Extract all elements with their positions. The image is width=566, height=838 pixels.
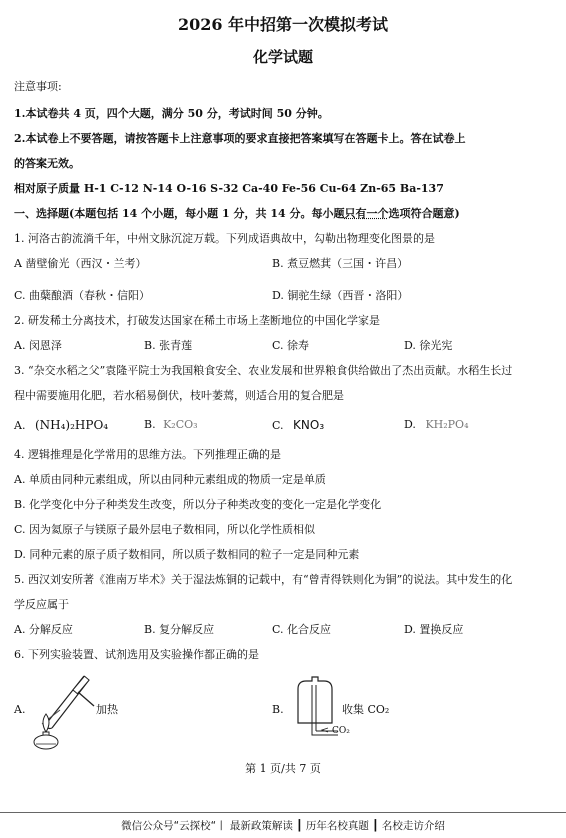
section-1-heading — [14, 207, 460, 221]
page-number: 第 1 页/共 7 页 — [245, 762, 321, 775]
co2-inlet-label: CO₂ — [332, 726, 350, 736]
note-item-2: 2.本试卷上不要答题，请按答题卡上注意事项的要求直接把答案填写在答题卡上。答在试卷上 — [14, 132, 466, 145]
question-6-option-a-caption: 加热 — [96, 703, 118, 716]
question-4-stem: 4. 逻辑推理是化学常用的思维方法。下列推理正确的是 — [14, 448, 281, 461]
question-4-option-a: A. 单质由同种元素组成，所以由同种元素组成的物质一定是单质 — [14, 473, 326, 486]
question-2-option-d: D. 徐光宪 — [404, 339, 453, 352]
question-6-option-a-label: A. — [14, 703, 26, 716]
option-label: D. — [404, 418, 416, 431]
formula-kno3: KNO₃ — [293, 418, 325, 432]
question-3-stem-cont: 程中需要施用化肥，若水稻易倒伏，枝叶萎蔫，则适合用的复合肥是 — [14, 389, 344, 402]
note-item-1: 1.本试卷共 4 页，四个大题，满分 50 分，考试时间 50 分钟。 — [14, 107, 329, 120]
gas-bottle-icon — [298, 677, 332, 723]
alcohol-lamp-icon — [34, 732, 58, 749]
question-5-option-a: A. 分解反应 — [14, 623, 73, 636]
question-4-option-d: D. 同种元素的原子质子数相同，所以质子数相同的粒子一定是同种元素 — [14, 548, 360, 561]
question-3-option-b — [144, 418, 198, 432]
question-6-stem: 6. 下列实验装置、试剂选用及实验操作都正确的是 — [14, 648, 259, 661]
question-2-option-b: B. 张青莲 — [144, 339, 193, 352]
emphasis-text: 只有一个 — [344, 207, 389, 220]
question-4-option-c: C. 因为氦原子与镁原子最外层电子数相同，所以化学性质相似 — [14, 523, 316, 536]
heating-apparatus-figure — [26, 670, 96, 750]
question-3-option-d — [404, 418, 469, 432]
option-label: B. — [144, 418, 156, 431]
question-5-option-d: D. 置换反应 — [404, 623, 464, 636]
exam-subtitle: 化学试题 — [252, 48, 313, 66]
question-2-option-c: C. 徐寿 — [272, 339, 310, 352]
formula-k2co3: K₂CO₃ — [163, 418, 198, 431]
question-4-option-b: B. 化学变化中分子种类发生改变，所以分子种类改变的变化一定是化学变化 — [14, 498, 382, 511]
question-2-stem: 2. 研发稀土分离技术，打破发达国家在稀土市场上垄断地位的中国化学家是 — [14, 314, 380, 327]
question-2-option-a: A. 闵恩泽 — [14, 339, 62, 352]
question-5-option-c: C. 化合反应 — [272, 623, 332, 636]
question-3-option-c — [272, 418, 324, 433]
question-6-option-b-caption: 收集 CO₂ — [342, 703, 390, 716]
question-1-option-d: D. 铜驼生绿（西晋・洛阳） — [272, 289, 409, 302]
option-label: C. — [272, 419, 284, 432]
question-1-option-b: B. 煮豆燃萁（三国・许昌） — [272, 257, 409, 270]
formula-nh4-2-hpo4: (NH₄)₂HPO₄ — [34, 418, 109, 432]
question-5-stem-cont: 学反应属于 — [14, 598, 69, 611]
question-3-option-a — [14, 418, 108, 433]
section-heading-part: 一、选择题(本题包括 14 个小题，每小题 1 分，共 14 分。每小题 — [14, 207, 345, 220]
question-6-option-b-label: B. — [272, 703, 284, 716]
question-1-option-a: A 凿壁偷光（西汉・兰考） — [14, 257, 147, 270]
footer-divider — [0, 812, 566, 813]
atomic-masses: 相对原子质量 H-1 C-12 N-14 O-16 S-32 Ca-40 Fe-56 Cu-64 Zn-65 Ba-137 — [14, 182, 444, 195]
question-1-option-c: C. 曲蘖酿酒（春秋・信阳） — [14, 289, 151, 302]
section-heading-part: 选项符合题意) — [388, 207, 460, 220]
promo-footer-bar: 微信公众号“云探校“丨 最新政策解读 ┃ 历年名校真题 ┃ 名校走访介绍 — [121, 820, 445, 832]
formula-kh2po4: KH₂PO₄ — [425, 418, 469, 431]
notes-heading: 注意事项: — [14, 80, 62, 93]
tube-holder-icon — [73, 676, 94, 706]
question-1-stem: 1. 河洛古韵流淌千年，中州文脉沉淀万载。下列成语典故中，勾勒出物理变化图景的是 — [14, 232, 435, 245]
exam-title: 2026 年中招第一次模拟考试 — [177, 15, 389, 34]
flame-icon — [43, 714, 49, 732]
question-3-stem: 3. “杂交水稻之父”袁隆平院士为我国粮食安全、农业发展和世界粮食供给做出了杰出贡献。水稻生长过 — [14, 364, 513, 377]
note-item-2-cont: 的答案无效。 — [14, 157, 80, 170]
question-5-option-b: B. 复分解反应 — [144, 623, 215, 636]
option-label: A. — [14, 419, 26, 432]
question-5-stem: 5. 西汉刘安所著《淮南万毕术》关于湿法炼铜的记载中，有“曾青得铁则化为铜”的说法。其中发生的化 — [14, 573, 513, 586]
